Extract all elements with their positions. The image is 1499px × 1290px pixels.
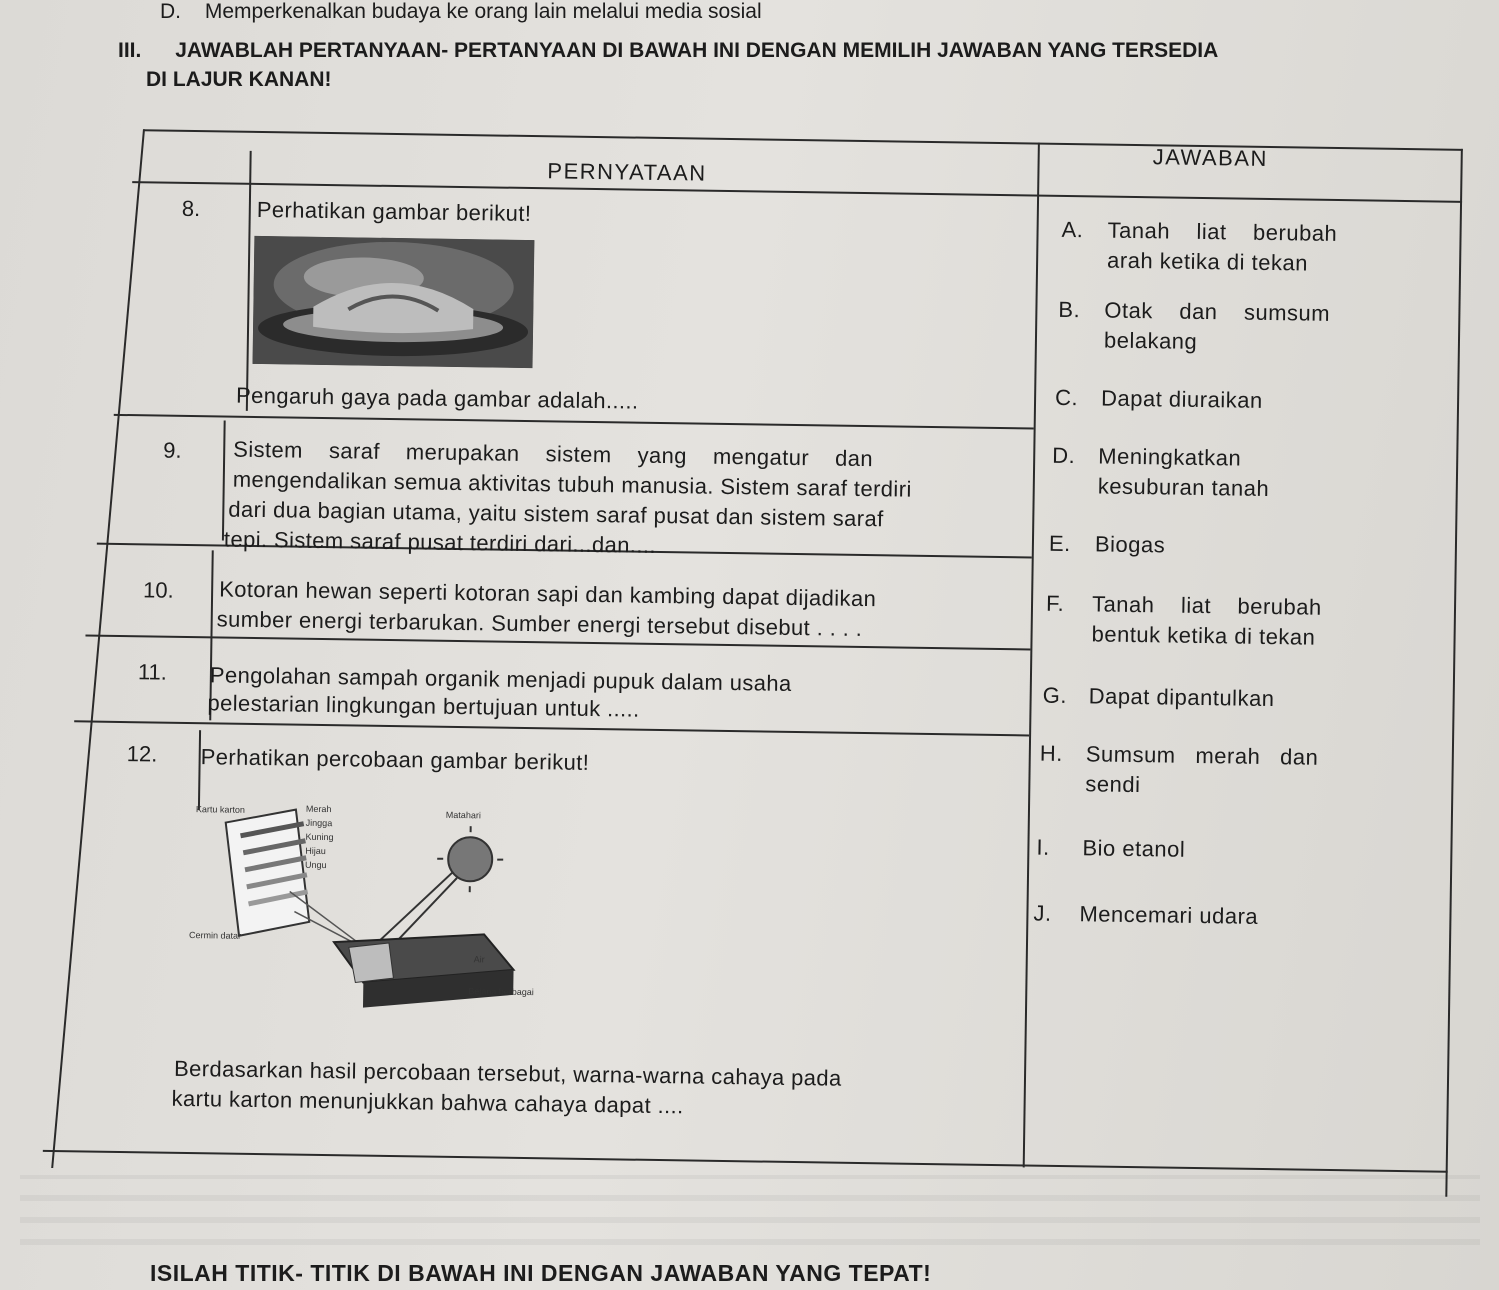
answer-a-letter: A. — [1061, 216, 1084, 243]
answer-d-letter: D. — [1052, 442, 1076, 469]
answer-h-line2: sendi — [1085, 771, 1141, 798]
question-9-line1: Sistem saraf merupakan sistem yang mengatur dan — [233, 436, 874, 472]
table-left-border — [51, 129, 145, 1168]
matching-table — [42, 128, 1462, 1197]
question-12-prompt: Perhatikan percobaan gambar berikut! — [200, 744, 590, 775]
answer-f-line2: bentuk ketika di tekan — [1091, 621, 1316, 650]
answer-e — [1049, 529, 1166, 561]
label-ungu: Ungu — [305, 859, 327, 871]
section-instruction-line1: JAWABLAH PERTANYAAN- PERTANYAAN DI BAWAH INI DENGAN MEMILIH JAWABAN YANG TERSEDIA — [175, 39, 1219, 62]
label-merah: Merah — [305, 803, 332, 815]
question-8-number: 8. — [181, 195, 201, 222]
answer-b-line2: belakang — [1103, 327, 1198, 354]
label-matahari: Matahari — [445, 809, 481, 821]
water-basin-icon — [333, 932, 514, 1010]
answer-b-letter: B. — [1058, 296, 1081, 323]
option-d-line — [160, 0, 762, 24]
question-11-line2: pelestarian lingkungan bertujuan untuk ..... — [207, 690, 640, 722]
answer-g-letter: G. — [1042, 682, 1068, 709]
section-number: III. — [118, 39, 142, 62]
answer-b — [1058, 295, 1331, 359]
answer-a-line2: arah ketika di tekan — [1106, 247, 1309, 276]
answer-d-line2: kesuburan tanah — [1097, 473, 1270, 502]
label-bejana: Bejana berbagai — [468, 986, 534, 998]
clay-photo-image — [253, 236, 535, 368]
answer-h-line1: Sumsum merah dan — [1085, 741, 1319, 770]
question-9-number: 9. — [163, 437, 182, 463]
section-instruction-line2: DI LAJUR KANAN! — [146, 68, 332, 91]
question-10-line2: sumber energi terbarukan. Sumber energi tersebut disebut . . . . — [216, 606, 863, 641]
answer-e-line1: Biogas — [1094, 531, 1166, 558]
answer-c-letter: C. — [1054, 384, 1079, 411]
question-8-question: Pengaruh gaya pada gambar adalah..... — [235, 382, 639, 414]
label-jingga: Jingga — [305, 817, 333, 829]
answer-d — [1052, 441, 1270, 504]
number-column-divider-2 — [222, 420, 226, 540]
answer-g — [1042, 681, 1274, 714]
answer-i-line1: Bio etanol — [1082, 835, 1186, 862]
footer-instruction: ISILAH TITIK- TITIK DI BAWAH INI DENGAN JAWABAN YANG TEPAT! — [150, 1260, 932, 1286]
question-9-line3: dari dua bagian utama, yaitu sistem saraf pusat dan sistem saraf — [228, 496, 884, 532]
header-jawaban: JAWABAN — [1152, 144, 1269, 171]
label-kartu-karton: Kartu karton — [195, 804, 246, 815]
answer-i — [1036, 833, 1185, 865]
answer-h — [1039, 739, 1318, 803]
question-12-diagram — [183, 800, 546, 1025]
label-cermin: Cermin datar — [188, 930, 242, 941]
question-9-line4: tepi. Sistem saraf pusat terdiri dari...dan.... — [223, 526, 657, 558]
section-heading — [118, 36, 1448, 94]
answer-j-line1: Mencemari udara — [1079, 901, 1259, 929]
answer-j — [1033, 899, 1258, 932]
answer-b-line1: Otak dan sumsum — [1104, 297, 1331, 326]
answer-g-line1: Dapat dipantulkan — [1088, 683, 1275, 712]
question-10-number: 10. — [142, 577, 174, 603]
question-11-number: 11. — [137, 659, 168, 685]
label-hijau: Hijau — [305, 845, 326, 857]
answer-f-line1: Tanah liat berubah — [1091, 591, 1322, 620]
question-10-line1: Kotoran hewan seperti kotoran sapi dan kambing dapat dijadikan — [218, 576, 877, 612]
option-letter: D. — [160, 0, 181, 23]
question-11-line1: Pengolahan sampah organik menjadi pupuk dalam usaha — [209, 662, 792, 696]
table-bottom-border — [43, 1150, 1448, 1173]
answer-c — [1055, 383, 1263, 416]
label-kuning: Kuning — [305, 831, 334, 843]
question-8-photo — [253, 236, 535, 368]
answer-f-letter: F. — [1045, 590, 1065, 616]
answer-e-letter: E. — [1048, 530, 1071, 557]
question-8-prompt: Perhatikan gambar berikut! — [256, 196, 532, 227]
question-12-line3: kartu karton menunjukkan bahwa cahaya dapat .... — [171, 1085, 684, 1119]
karton-card-icon — [224, 809, 311, 937]
answer-h-letter: H. — [1039, 740, 1064, 766]
option-text: Memperkenalkan budaya ke orang lain melalui media sosial — [204, 0, 762, 23]
answer-a-line1: Tanah liat berubah — [1107, 217, 1338, 246]
answer-d-line1: Meningkatkan — [1098, 443, 1242, 471]
answer-i-letter: I. — [1036, 834, 1050, 860]
number-column-divider-1 — [246, 151, 252, 411]
answer-a — [1061, 215, 1338, 279]
answer-j-letter: J. — [1033, 900, 1052, 926]
sun-icon — [437, 826, 504, 893]
row-border-8 — [114, 414, 1034, 430]
answer-c-line1: Dapat diuraikan — [1100, 385, 1263, 413]
label-air: Air — [473, 954, 485, 965]
question-12-number: 12. — [126, 741, 158, 767]
question-9-line2: mengendalikan semua aktivitas tubuh manusia. Sistem saraf terdiri — [232, 466, 912, 502]
question-12-line2: Berdasarkan hasil percobaan tersebut, warna-warna cahaya pada — [173, 1055, 842, 1091]
header-pernyataan: PERNYATAAN — [547, 158, 707, 186]
column-divider — [1023, 143, 1040, 1168]
answer-f — [1045, 589, 1322, 653]
